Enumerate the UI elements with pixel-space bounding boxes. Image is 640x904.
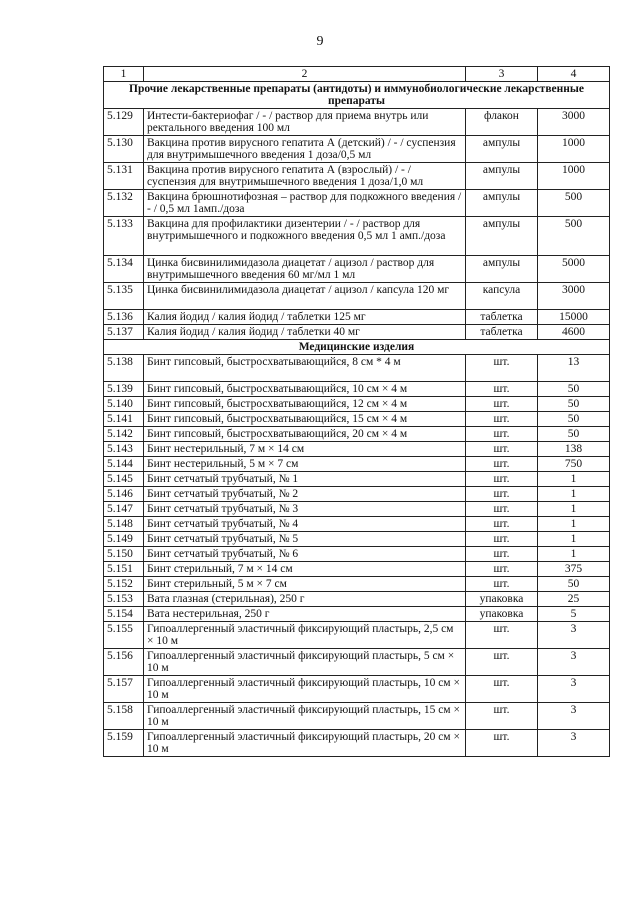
table-row [104, 547, 610, 562]
item-name: Гипоаллергенный эластичный фиксирующий пластырь, 15 см × 10 м [144, 703, 466, 730]
item-quantity: 1 [538, 502, 610, 517]
item-name: Цинка бисвинилимидазола диацетат / ацизол / раствор для внутримышечного введения 60 мг/мл 1 мл [144, 256, 466, 283]
item-number: 5.157 [104, 676, 144, 703]
header-col-3: 3 [466, 67, 538, 82]
item-unit: ампулы [466, 163, 538, 190]
item-quantity: 1 [538, 532, 610, 547]
table-row [104, 457, 610, 472]
item-name: Бинт сетчатый трубчатый, № 4 [144, 517, 466, 532]
item-number: 5.156 [104, 649, 144, 676]
item-unit: шт. [466, 730, 538, 757]
item-unit: таблетка [466, 325, 538, 340]
item-unit: шт. [466, 502, 538, 517]
table-row [104, 562, 610, 577]
item-quantity: 3 [538, 730, 610, 757]
table-row [104, 577, 610, 592]
table-row [104, 649, 610, 676]
item-unit: ампулы [466, 256, 538, 283]
item-quantity: 1 [538, 547, 610, 562]
item-name: Бинт сетчатый трубчатый, № 5 [144, 532, 466, 547]
table-row [104, 217, 610, 256]
item-unit: ампулы [466, 190, 538, 217]
table-row [104, 592, 610, 607]
item-quantity: 3000 [538, 283, 610, 310]
item-unit: шт. [466, 397, 538, 412]
item-unit: шт. [466, 622, 538, 649]
item-name: Бинт гипсовый, быстросхватывающийся, 15 см × 4 м [144, 412, 466, 427]
table-row [104, 283, 610, 310]
table-row [104, 397, 610, 412]
item-quantity: 1000 [538, 163, 610, 190]
item-unit: шт. [466, 547, 538, 562]
item-unit: капсула [466, 283, 538, 310]
item-quantity: 50 [538, 427, 610, 442]
table-row [104, 355, 610, 382]
table-row [104, 676, 610, 703]
item-quantity: 1 [538, 517, 610, 532]
item-number: 5.149 [104, 532, 144, 547]
section-header-row [104, 340, 610, 355]
item-unit: шт. [466, 517, 538, 532]
item-name: Цинка бисвинилимидазола диацетат / ацизол / капсула 120 мг [144, 283, 466, 310]
table-row [104, 442, 610, 457]
item-unit: шт. [466, 577, 538, 592]
table-row [104, 256, 610, 283]
item-unit: ампулы [466, 217, 538, 256]
item-name: Гипоаллергенный эластичный фиксирующий пластырь, 10 см × 10 м [144, 676, 466, 703]
item-quantity: 50 [538, 397, 610, 412]
item-number: 5.153 [104, 592, 144, 607]
header-col-2: 2 [144, 67, 466, 82]
item-name: Бинт гипсовый, быстросхватывающийся, 10 см × 4 м [144, 382, 466, 397]
table-row [104, 517, 610, 532]
item-number: 5.141 [104, 412, 144, 427]
item-name: Бинт сетчатый трубчатый, № 3 [144, 502, 466, 517]
table-row [104, 427, 610, 442]
table-row [104, 703, 610, 730]
item-name: Бинт нестерильный, 7 м × 14 см [144, 442, 466, 457]
item-name: Вакцина против вирусного гепатита А (детский) / - / суспензия для внутримышечного введения 1 доза/0,5 мл [144, 136, 466, 163]
item-number: 5.129 [104, 109, 144, 136]
header-col-4: 4 [538, 67, 610, 82]
item-number: 5.130 [104, 136, 144, 163]
item-name: Бинт сетчатый трубчатый, № 1 [144, 472, 466, 487]
item-quantity: 750 [538, 457, 610, 472]
item-number: 5.155 [104, 622, 144, 649]
item-number: 5.150 [104, 547, 144, 562]
item-unit: шт. [466, 457, 538, 472]
item-unit: шт. [466, 676, 538, 703]
table-row [104, 382, 610, 397]
table-row [104, 607, 610, 622]
table-row [104, 163, 610, 190]
section-header-row [104, 82, 610, 109]
item-number: 5.136 [104, 310, 144, 325]
item-number: 5.142 [104, 427, 144, 442]
item-number: 5.145 [104, 472, 144, 487]
item-unit: шт. [466, 703, 538, 730]
item-name: Бинт гипсовый, быстросхватывающийся, 12 см × 4 м [144, 397, 466, 412]
item-unit: шт. [466, 487, 538, 502]
item-number: 5.158 [104, 703, 144, 730]
item-quantity: 1 [538, 487, 610, 502]
section-title: Прочие лекарственные препараты (антидоты) и иммунобиологические лекарственные препараты [104, 82, 610, 109]
item-quantity: 3 [538, 676, 610, 703]
item-unit: флакон [466, 109, 538, 136]
item-quantity: 13 [538, 355, 610, 382]
item-quantity: 500 [538, 217, 610, 256]
item-unit: упаковка [466, 592, 538, 607]
table-row [104, 412, 610, 427]
item-quantity: 1000 [538, 136, 610, 163]
item-number: 5.146 [104, 487, 144, 502]
item-unit: шт. [466, 562, 538, 577]
item-quantity: 3 [538, 649, 610, 676]
item-name: Гипоаллергенный эластичный фиксирующий пластырь, 20 см × 10 м [144, 730, 466, 757]
item-quantity: 50 [538, 412, 610, 427]
table-row [104, 487, 610, 502]
item-name: Бинт сетчатый трубчатый, № 2 [144, 487, 466, 502]
item-unit: шт. [466, 442, 538, 457]
table-row [104, 310, 610, 325]
item-unit: шт. [466, 355, 538, 382]
item-number: 5.133 [104, 217, 144, 256]
table-row [104, 190, 610, 217]
item-name: Интести-бактериофаг / - / раствор для приема внутрь или ректального введения 100 мл [144, 109, 466, 136]
item-name: Гипоаллергенный эластичный фиксирующий пластырь, 2,5 см × 10 м [144, 622, 466, 649]
item-name: Гипоаллергенный эластичный фиксирующий пластырь, 5 см × 10 м [144, 649, 466, 676]
table-row [104, 325, 610, 340]
table-row [104, 730, 610, 757]
item-name: Калия йодид / калия йодид / таблетки 125 мг [144, 310, 466, 325]
item-name: Вата нестерильная, 250 г [144, 607, 466, 622]
page-number: 9 [316, 34, 324, 49]
item-quantity: 5000 [538, 256, 610, 283]
item-number: 5.144 [104, 457, 144, 472]
item-number: 5.137 [104, 325, 144, 340]
item-quantity: 5 [538, 607, 610, 622]
item-number: 5.151 [104, 562, 144, 577]
supply-table [103, 66, 610, 757]
item-number: 5.159 [104, 730, 144, 757]
item-quantity: 375 [538, 562, 610, 577]
table-row [104, 502, 610, 517]
item-name: Бинт нестерильный, 5 м × 7 см [144, 457, 466, 472]
table-row [104, 532, 610, 547]
item-number: 5.132 [104, 190, 144, 217]
section-title: Медицинские изделия [104, 340, 610, 355]
item-name: Бинт гипсовый, быстросхватывающийся, 20 см × 4 м [144, 427, 466, 442]
item-unit: шт. [466, 382, 538, 397]
item-quantity: 50 [538, 577, 610, 592]
item-number: 5.139 [104, 382, 144, 397]
item-number: 5.154 [104, 607, 144, 622]
item-unit: шт. [466, 412, 538, 427]
item-number: 5.138 [104, 355, 144, 382]
table-row [104, 109, 610, 136]
table-row [104, 136, 610, 163]
item-quantity: 3000 [538, 109, 610, 136]
item-name: Вата глазная (стерильная), 250 г [144, 592, 466, 607]
item-number: 5.148 [104, 517, 144, 532]
item-name: Бинт стерильный, 7 м × 14 см [144, 562, 466, 577]
item-quantity: 15000 [538, 310, 610, 325]
item-name: Вакцина для профилактики дизентерии / - / раствор для внутримышечного и подкожного введения 0,5 мл 1 амп./доза [144, 217, 466, 256]
item-unit: шт. [466, 649, 538, 676]
item-quantity: 500 [538, 190, 610, 217]
item-unit: шт. [466, 427, 538, 442]
item-number: 5.152 [104, 577, 144, 592]
item-number: 5.143 [104, 442, 144, 457]
item-unit: упаковка [466, 607, 538, 622]
item-quantity: 3 [538, 703, 610, 730]
item-quantity: 50 [538, 382, 610, 397]
item-unit: шт. [466, 472, 538, 487]
table-row [104, 622, 610, 649]
item-number: 5.131 [104, 163, 144, 190]
table-header-row [104, 67, 610, 82]
item-quantity: 25 [538, 592, 610, 607]
item-unit: таблетка [466, 310, 538, 325]
item-name: Вакцина брюшнотифозная – раствор для подкожного введения / - / 0,5 мл 1амп./доза [144, 190, 466, 217]
item-quantity: 138 [538, 442, 610, 457]
item-name: Бинт сетчатый трубчатый, № 6 [144, 547, 466, 562]
item-number: 5.147 [104, 502, 144, 517]
item-quantity: 1 [538, 472, 610, 487]
item-unit: шт. [466, 532, 538, 547]
item-name: Вакцина против вирусного гепатита А (взрослый) / - / суспензия для внутримышечного введения 1 доза/1,0 мл [144, 163, 466, 190]
item-name: Калия йодид / калия йодид / таблетки 40 мг [144, 325, 466, 340]
item-unit: ампулы [466, 136, 538, 163]
item-number: 5.135 [104, 283, 144, 310]
item-name: Бинт гипсовый, быстросхватывающийся, 8 см * 4 м [144, 355, 466, 382]
item-number: 5.134 [104, 256, 144, 283]
item-quantity: 4600 [538, 325, 610, 340]
table-row [104, 472, 610, 487]
header-col-1: 1 [104, 67, 144, 82]
item-name: Бинт стерильный, 5 м × 7 см [144, 577, 466, 592]
item-quantity: 3 [538, 622, 610, 649]
item-number: 5.140 [104, 397, 144, 412]
